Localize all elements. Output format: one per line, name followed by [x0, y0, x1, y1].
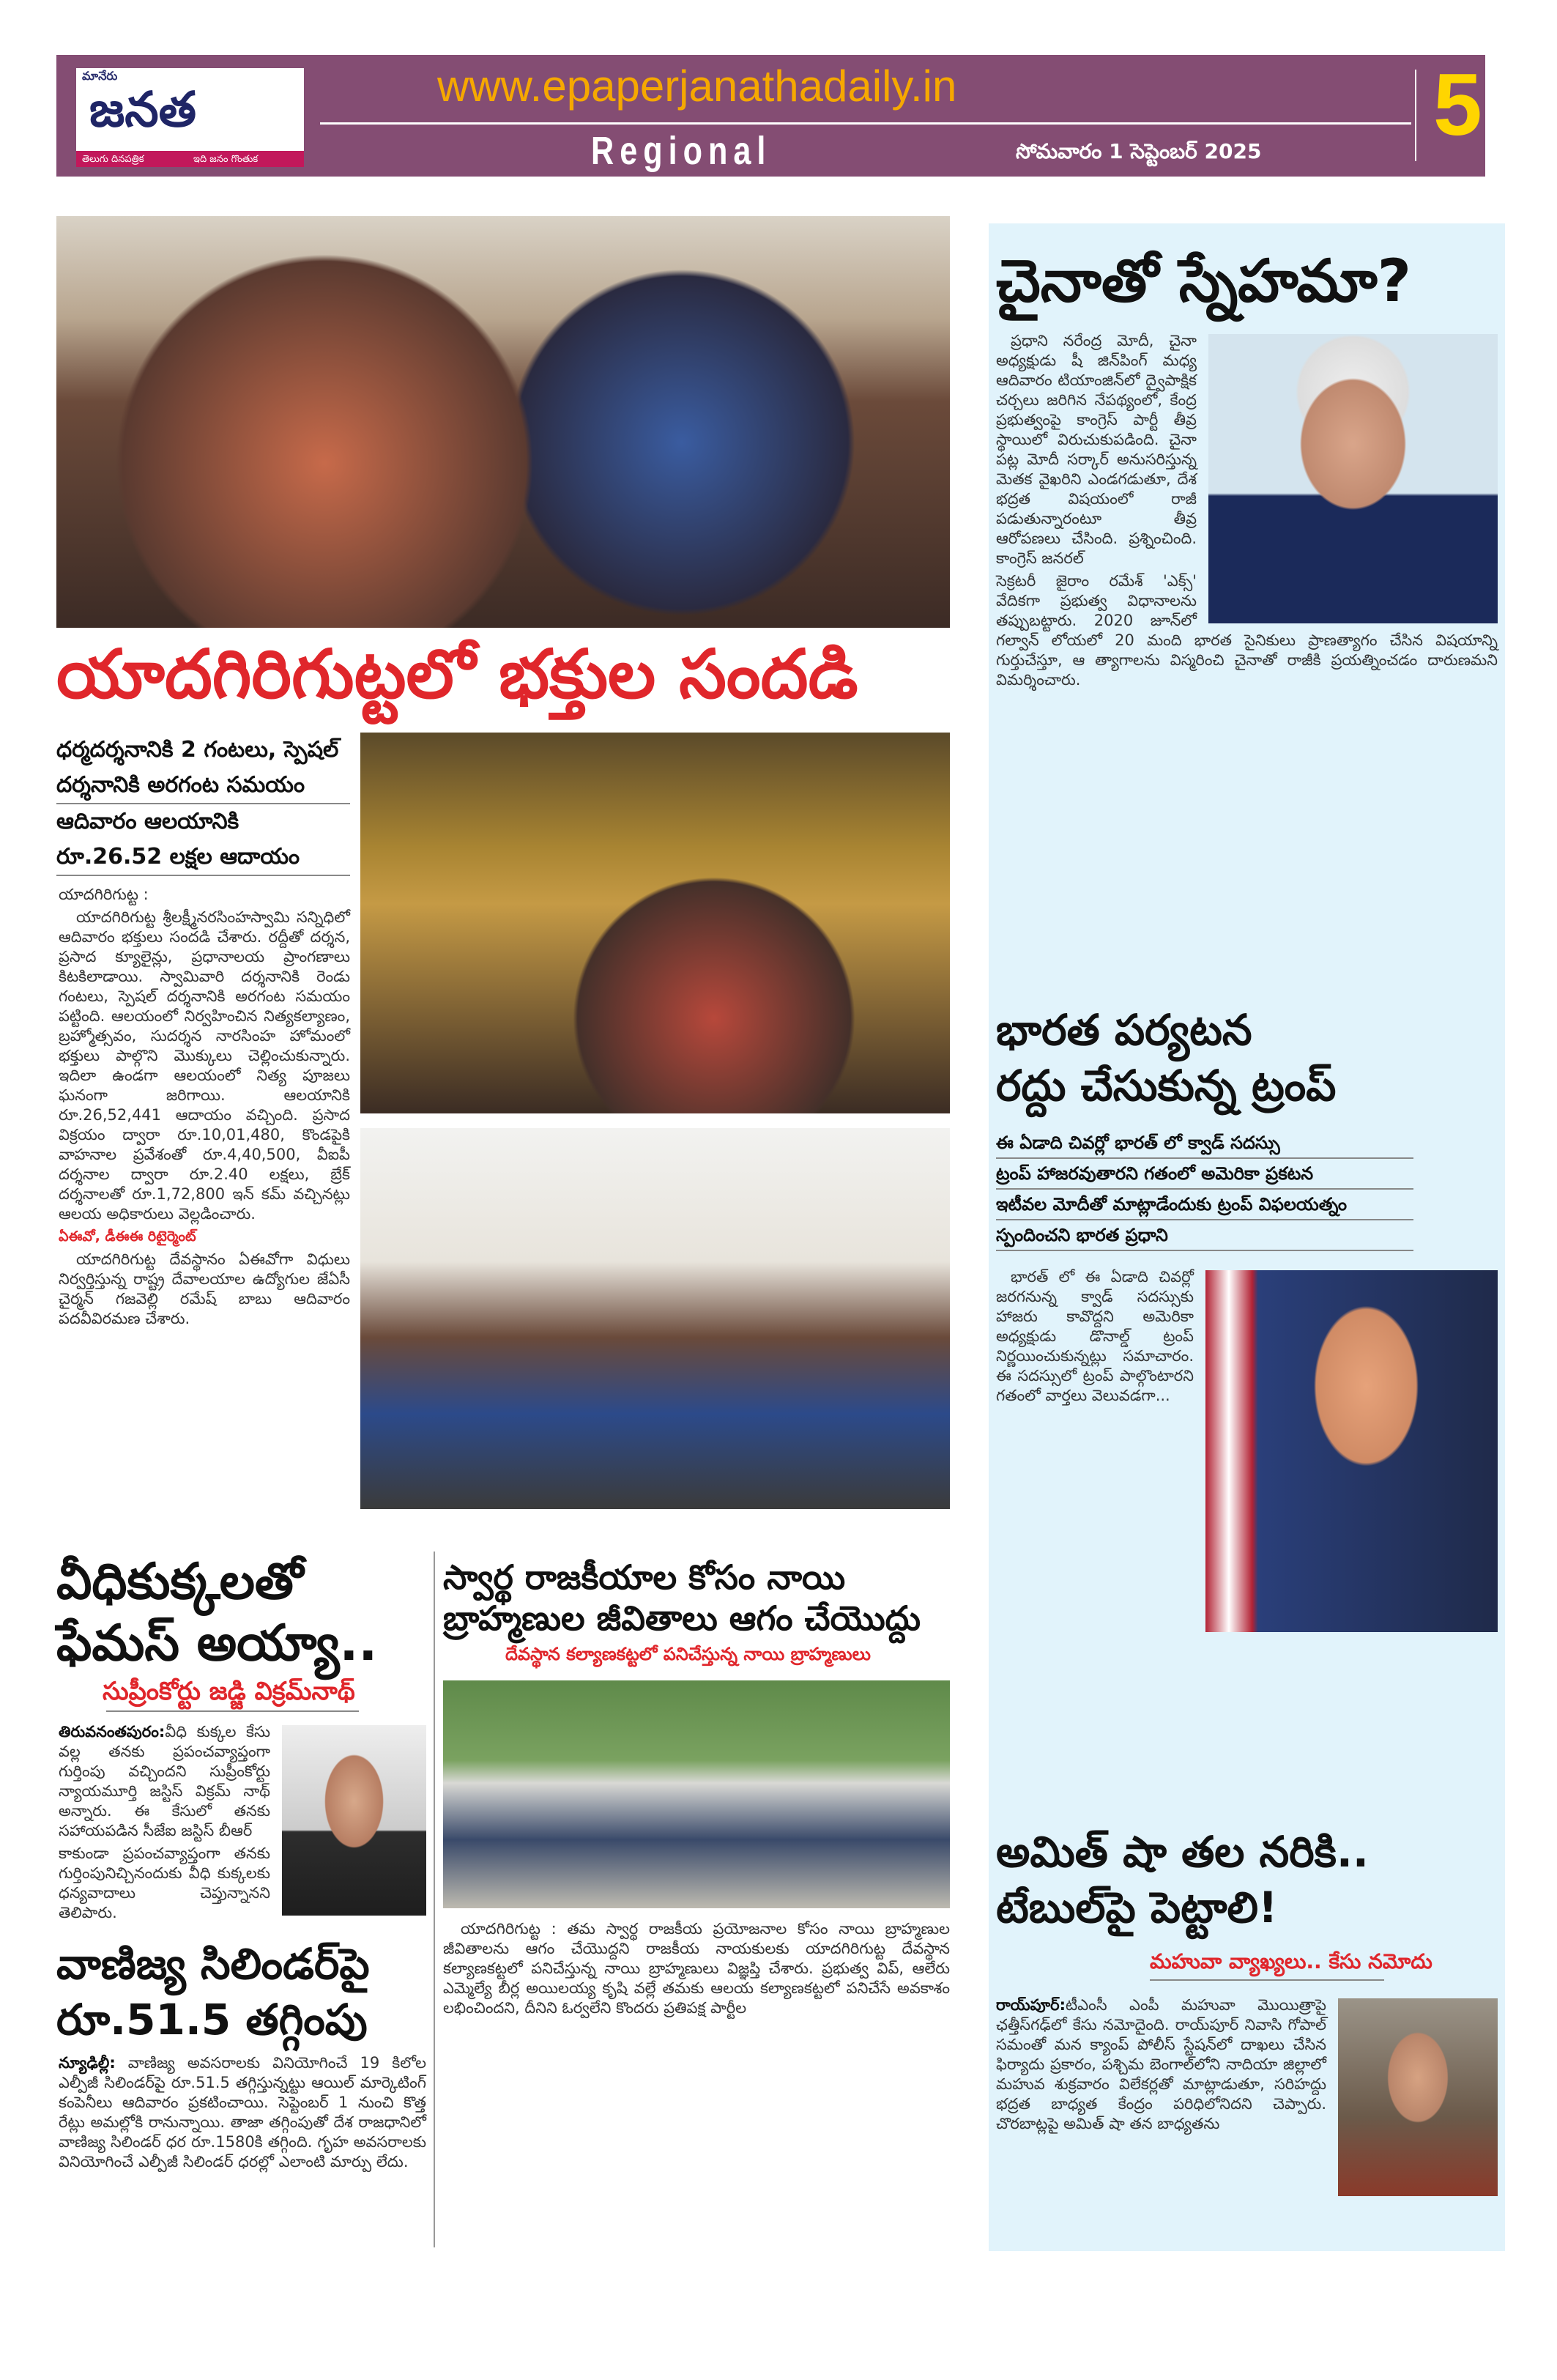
cylinder-body-text: వాణిజ్య అవసరాలకు వినియోగించే 19 కిలోల ఎల్పీజీ సిలిండర్‌పై రూ.51.5 తగ్గిస్తున్నట్టు ఆయిల్ మార్కెటింగ్ కంపెనీలు ఆదివారం ప్రకటించాయి. సెప్టెంబర్ 1 నుంచి కొత్త రేట్లు అమల్లోకి రానున్నాయి. తాజా తగ్గింపుతో దేశ రాజధానిలో వాణిజ్య సిలిండర్ ధర రూ.1580కి తగ్గింది. గృహ అవసరాలకు వినియోగించే ఎల్పీజీ సిలిండర్ ధరల్లో ఎలాంటి మార్పు లేదు. [59, 2054, 426, 2171]
trump-body: భారత్ లో ఈ ఏడాది చివర్లో జరగనున్న క్వాడ్ సదస్సుకు హాజరు కావొద్దని అమెరికా అధ్యక్షుడు డొనాల్డ్ ట్రంప్ నిర్ణయించుకున్నట్లు సమాచారం. ఈ సదస్సులో ట్రంప్ పాల్గొంటారని గతంలో వార్తలు వెలువడగా... [996, 1268, 1194, 1404]
masthead-vertical-divider [1415, 70, 1416, 161]
dogs-headline-line: వీధికుక్కలతో [56, 1553, 304, 1611]
nayi-subhead: దేవస్థాన కల్యాణకట్టలో పనిచేస్తున్న నాయి బ్రాహ్మణులు [505, 1644, 871, 1664]
nayi-headline-line: బ్రాహ్మణుల జీవితాలు ఆగం చేయొద్దు [443, 1598, 921, 1638]
lead-body-text: యాదగిరిగుట్ట శ్రీలక్ష్మీనరసింహస్వామి సన్నిధిలో ఆదివారం భక్తులు సందడి చేశారు. రద్దీతో దర్శన, ప్రసాద క్యూలైన్లు, ప్రధానాలయ ప్రాంగణాలు కిటకిలాడాయి. స్వామివారి దర్శనానికి రెండు గంటలు, స్పెషల్ దర్శనానికి అరగంట సమయం పట్టింది. ఆలయంలో నిర్వహించిన నిత్యకల్యాణం, బ్రహ్మోత్సవం, సుదర్శన నారసింహ హోమంలో భక్తులు పాల్గొని మొక్కులు చెల్లించుకున్నారు. ఇదిలా ఉండగా ఆలయంలో నిత్య పూజలు ఘనంగా జరిగాయి. ఆలయానికి రూ.26,52,441 ఆదాయం వచ్చింది. ప్రసాద విక్రయం ద్వారా రూ.10,01,480, కొండపైకి వాహనాల ప్రవేశంతో రూ.4,40,500, వీఐపీ దర్శనాల ద్వారా రూ.2.40 లక్షలు, బ్రేక్ దర్శనాలతో రూ.1,72,800 ఇన్ కమ్ వచ్చినట్లు ఆలయ అధికారులు వెల్లడించారు. [59, 908, 350, 1223]
nayi-body: యాదగిరిగుట్ట : తమ స్వార్థ రాజకీయ ప్రయోజనాల కోసం నాయి బ్రాహ్మణుల జీవితాలను ఆగం చేయొద్దని రాజకీయ నాయకులకు యాదగిరిగుట్ట దేవస్థాన కల్యాణకట్టలో పనిచేస్తున్న నాయి బ్రాహ్మణులు విజ్ఞప్తి చేశారు. ప్రభుత్వ విప్, ఆలేరు ఎమ్మెల్యే బీర్ల అయిలయ్య కృషి వల్లే తమకు ఆలయ కల్యాణకట్టలో పనిచేసే అవకాశం లభించిందని, దీనిని ఓర్వలేని కొందరు ప్రతిపక్ష పార్టీల [443, 1920, 950, 2017]
jairam-ramesh-photo [1208, 334, 1498, 623]
donald-trump-photo [1205, 1270, 1498, 1632]
divider [106, 1710, 359, 1712]
nayi-headline [443, 1557, 921, 1639]
lead-dateline: యాదగిరిగుట్ట : [59, 886, 149, 903]
logo-wordmark: జనత [89, 81, 196, 138]
amit-shah-dateline: రాయ్‌పూర్: [996, 1996, 1066, 2014]
nayi-headline-line: స్వార్థ రాజకీయాల కోసం నాయి [443, 1557, 846, 1597]
dogs-dateline: తిరువనంతపురం: [59, 1723, 166, 1741]
column-divider [434, 1552, 435, 2247]
lead-body-text-2: యాదగిరిగుట్ట దేవస్థానం ఏఈవోగా విధులు నిర్వర్తిస్తున్న రాష్ట్ర దేవాలయాల ఉద్యోగుల జేఏసీ చైర్మన్ గజవెల్లి రమేష్ బాబు ఆదివారం పదవీవిరమణ చేశారు. [59, 1250, 350, 1327]
amit-shah-body-text: టీఎంసీ ఎంపీ మహువా మొయిత్రాపై ఛత్తీస్‌గఢ్‌లో కేసు నమోదైంది. రాయ్‌పూర్ నివాసి గోపాల్ సమంతో మన క్యాంప్ పోలీస్ స్టేషన్‌లో దాఖలు చేసిన ఫిర్యాదు ప్రకారం, పశ్చిమ బెంగాల్‌లోని నాదియా జిల్లాలో మహువ శుక్రవారం విలేకర్లతో మాట్లాడుతూ, సరిహద్దు భద్రత బాధ్యత కేంద్రం పరిధిలోనిదని చెప్పారు. చొరబాట్లపై అమిత్ షా తన బాధ్యతను [996, 1996, 1326, 2133]
retirement-felicitation-photo [360, 1128, 950, 1509]
cylinder-headline-line: వాణిజ్య సిలిండర్‌పై [56, 1939, 370, 1990]
logo-tagline-left: తెలుగు దినపత్రిక [82, 154, 144, 165]
website-url[interactable]: www.epaperjanathadaily.in [437, 62, 957, 111]
dogs-subhead: సుప్రీంకోర్టు జడ్జి విక్రమ్‌నాథ్ [103, 1677, 355, 1706]
china-body-wrap [996, 331, 1498, 693]
lead-column [56, 733, 350, 1332]
masthead-divider [320, 122, 1411, 125]
trump-body-wrap [996, 1267, 1498, 1639]
cylinder-headline [56, 1936, 426, 2047]
amit-shah-subhead: మహువా వ్యాఖ్యలు.. కేసు నమోదు [1150, 1949, 1432, 1973]
cylinder-body [56, 2053, 426, 2172]
justice-vikram-nath-photo [282, 1725, 426, 1916]
masthead [56, 55, 1485, 177]
trump-headline [996, 1002, 1498, 1113]
lead-body [56, 885, 350, 1329]
logo-tagline-right: ఇది జనం గొంతుక [193, 154, 259, 165]
bottom-left-column [56, 1552, 426, 2172]
logo-kicker: మానేరు [82, 69, 118, 83]
dogs-body [56, 1722, 426, 1926]
devotees-queue-photo [360, 733, 950, 1113]
trump-subheads [996, 1128, 1413, 1251]
amit-shah-body-wrap [996, 1995, 1498, 2203]
cylinder-headline-line: రూ.51.5 తగ్గింపు [56, 1995, 368, 2045]
lead-subhead-retirement: ఏఈవో, డీఈఈ రిటైర్మెంట్ [59, 1228, 196, 1245]
china-body-2: సెక్రటరీ జైరాం రమేశ్ 'ఎక్స్' వేదికగా ప్రభుత్వ విధానాలను తప్పుబట్టారు. 2020 జూన్‌లో గల్వాన్ లోయలో 20 మంది భారత సైనికులు ప్రాణత్యాగం చేసిన విషయాన్ని గుర్తుచేస్తూ, ఆ త్యాగాలను విస్మరించి చైనాతో రాజీకి ప్రయత్నించడం దారుణమని విమర్శించారు. [996, 572, 1498, 689]
page-number: 5 [1433, 56, 1482, 154]
divider [1150, 1979, 1384, 1981]
trump-subhead: స్పందించని భారత ప్రధాని [996, 1220, 1413, 1251]
cylinder-dateline: న్యూఢిల్లీ: [59, 2054, 116, 2072]
amit-shah-headline-line: అమిత్ షా తల నరికి.. [996, 1827, 1369, 1877]
dogs-body-end: కాకుండా ప్రపంచవ్యాప్తంగా తనకు గుర్తింపునిచ్చినందుకు వీధి కుక్కలకు ధన్యవాదాలు చెప్తున్నానని తెలిపారు. [59, 1845, 270, 1922]
lead-subhead: ధర్మదర్శనానికి 2 గంటలు, స్పెషల్ దర్శనానికి అరగంట సమయం [56, 733, 350, 804]
section-title: Regional [591, 129, 772, 173]
china-body: ప్రధాని నరేంద్ర మోదీ, చైనా అధ్యక్షుడు షీ జిన్‌పింగ్ మధ్య ఆదివారం టియాంజిన్‌లో ద్వైపాక్షిక చర్చలు జరిగిన నేపథ్యంలో, కేంద్ర ప్రభుత్వంపై కాంగ్రెస్ పార్టీ తీవ్ర స్థాయిలో విరుచుకుపడింది. చైనా పట్ల మోదీ సర్కార్ అనుసరిస్తున్న మెతక వైఖరిని ఎండగడుతూ, దేశ భద్రత విషయంలో రాజీ పడుతున్నారంటూ తీవ్ర ఆరోపణలు చేసింది. ప్రశ్నించింది. కాంగ్రెస్ జనరల్ [996, 332, 1197, 567]
trump-story [996, 1002, 1498, 1639]
china-headline: చైనాతో స్నేహమా? [996, 247, 1412, 315]
issue-date: సోమవారం 1 సెప్టెంబర్ 2025 [1016, 139, 1262, 163]
temple-crowd-photo [56, 216, 950, 628]
lead-headline: యాదగిరిగుట్టలో భక్తుల సందడి [56, 635, 858, 713]
amit-shah-headline [996, 1824, 1498, 1935]
mahua-moitra-photo [1338, 1998, 1498, 2196]
nayi-brahmins-group-photo [443, 1680, 950, 1908]
dogs-headline-line: ఫేమస్ అయ్యా.. [56, 1615, 378, 1672]
dogs-headline [56, 1552, 426, 1675]
dogs-body-text: వీధి కుక్కల కేసు వల్ల తనకు ప్రపంచవ్యాప్తంగా గుర్తింపు వచ్చిందని సుప్రీంకోర్టు న్యాయమూర్తి జస్టిస్ విక్రమ్ నాథ్ అన్నారు. ఈ కేసులో తనకు సహాయపడిన సీజేఐ జస్టిస్ బీఆర్ [59, 1723, 270, 1840]
janatha-logo [76, 68, 304, 167]
trump-subhead: ట్రంప్ హాజరవుతారని గతంలో అమెరికా ప్రకటన [996, 1159, 1413, 1190]
lead-subheads [56, 733, 350, 876]
amit-shah-story [996, 1824, 1498, 2203]
china-story [996, 248, 1498, 693]
amit-shah-headline-line: టేబుల్‌పై పెట్టాలి! [996, 1883, 1278, 1932]
trump-headline-line: రద్దు చేసుకున్న ట్రంప్ [996, 1061, 1337, 1111]
trump-subhead: ఇటీవల మోదీతో మాట్లాడేందుకు ట్రంప్ విఫలయత్నం [996, 1190, 1413, 1220]
trump-headline-line: భారత పర్యటన [996, 1005, 1252, 1055]
trump-subhead: ఈ ఏడాది చివర్లో భారత్ లో క్వాడ్ సదస్సు [996, 1128, 1413, 1159]
lead-subhead: ఆదివారం ఆలయానికి రూ.26.52 లక్షల ఆదాయం [56, 804, 350, 876]
